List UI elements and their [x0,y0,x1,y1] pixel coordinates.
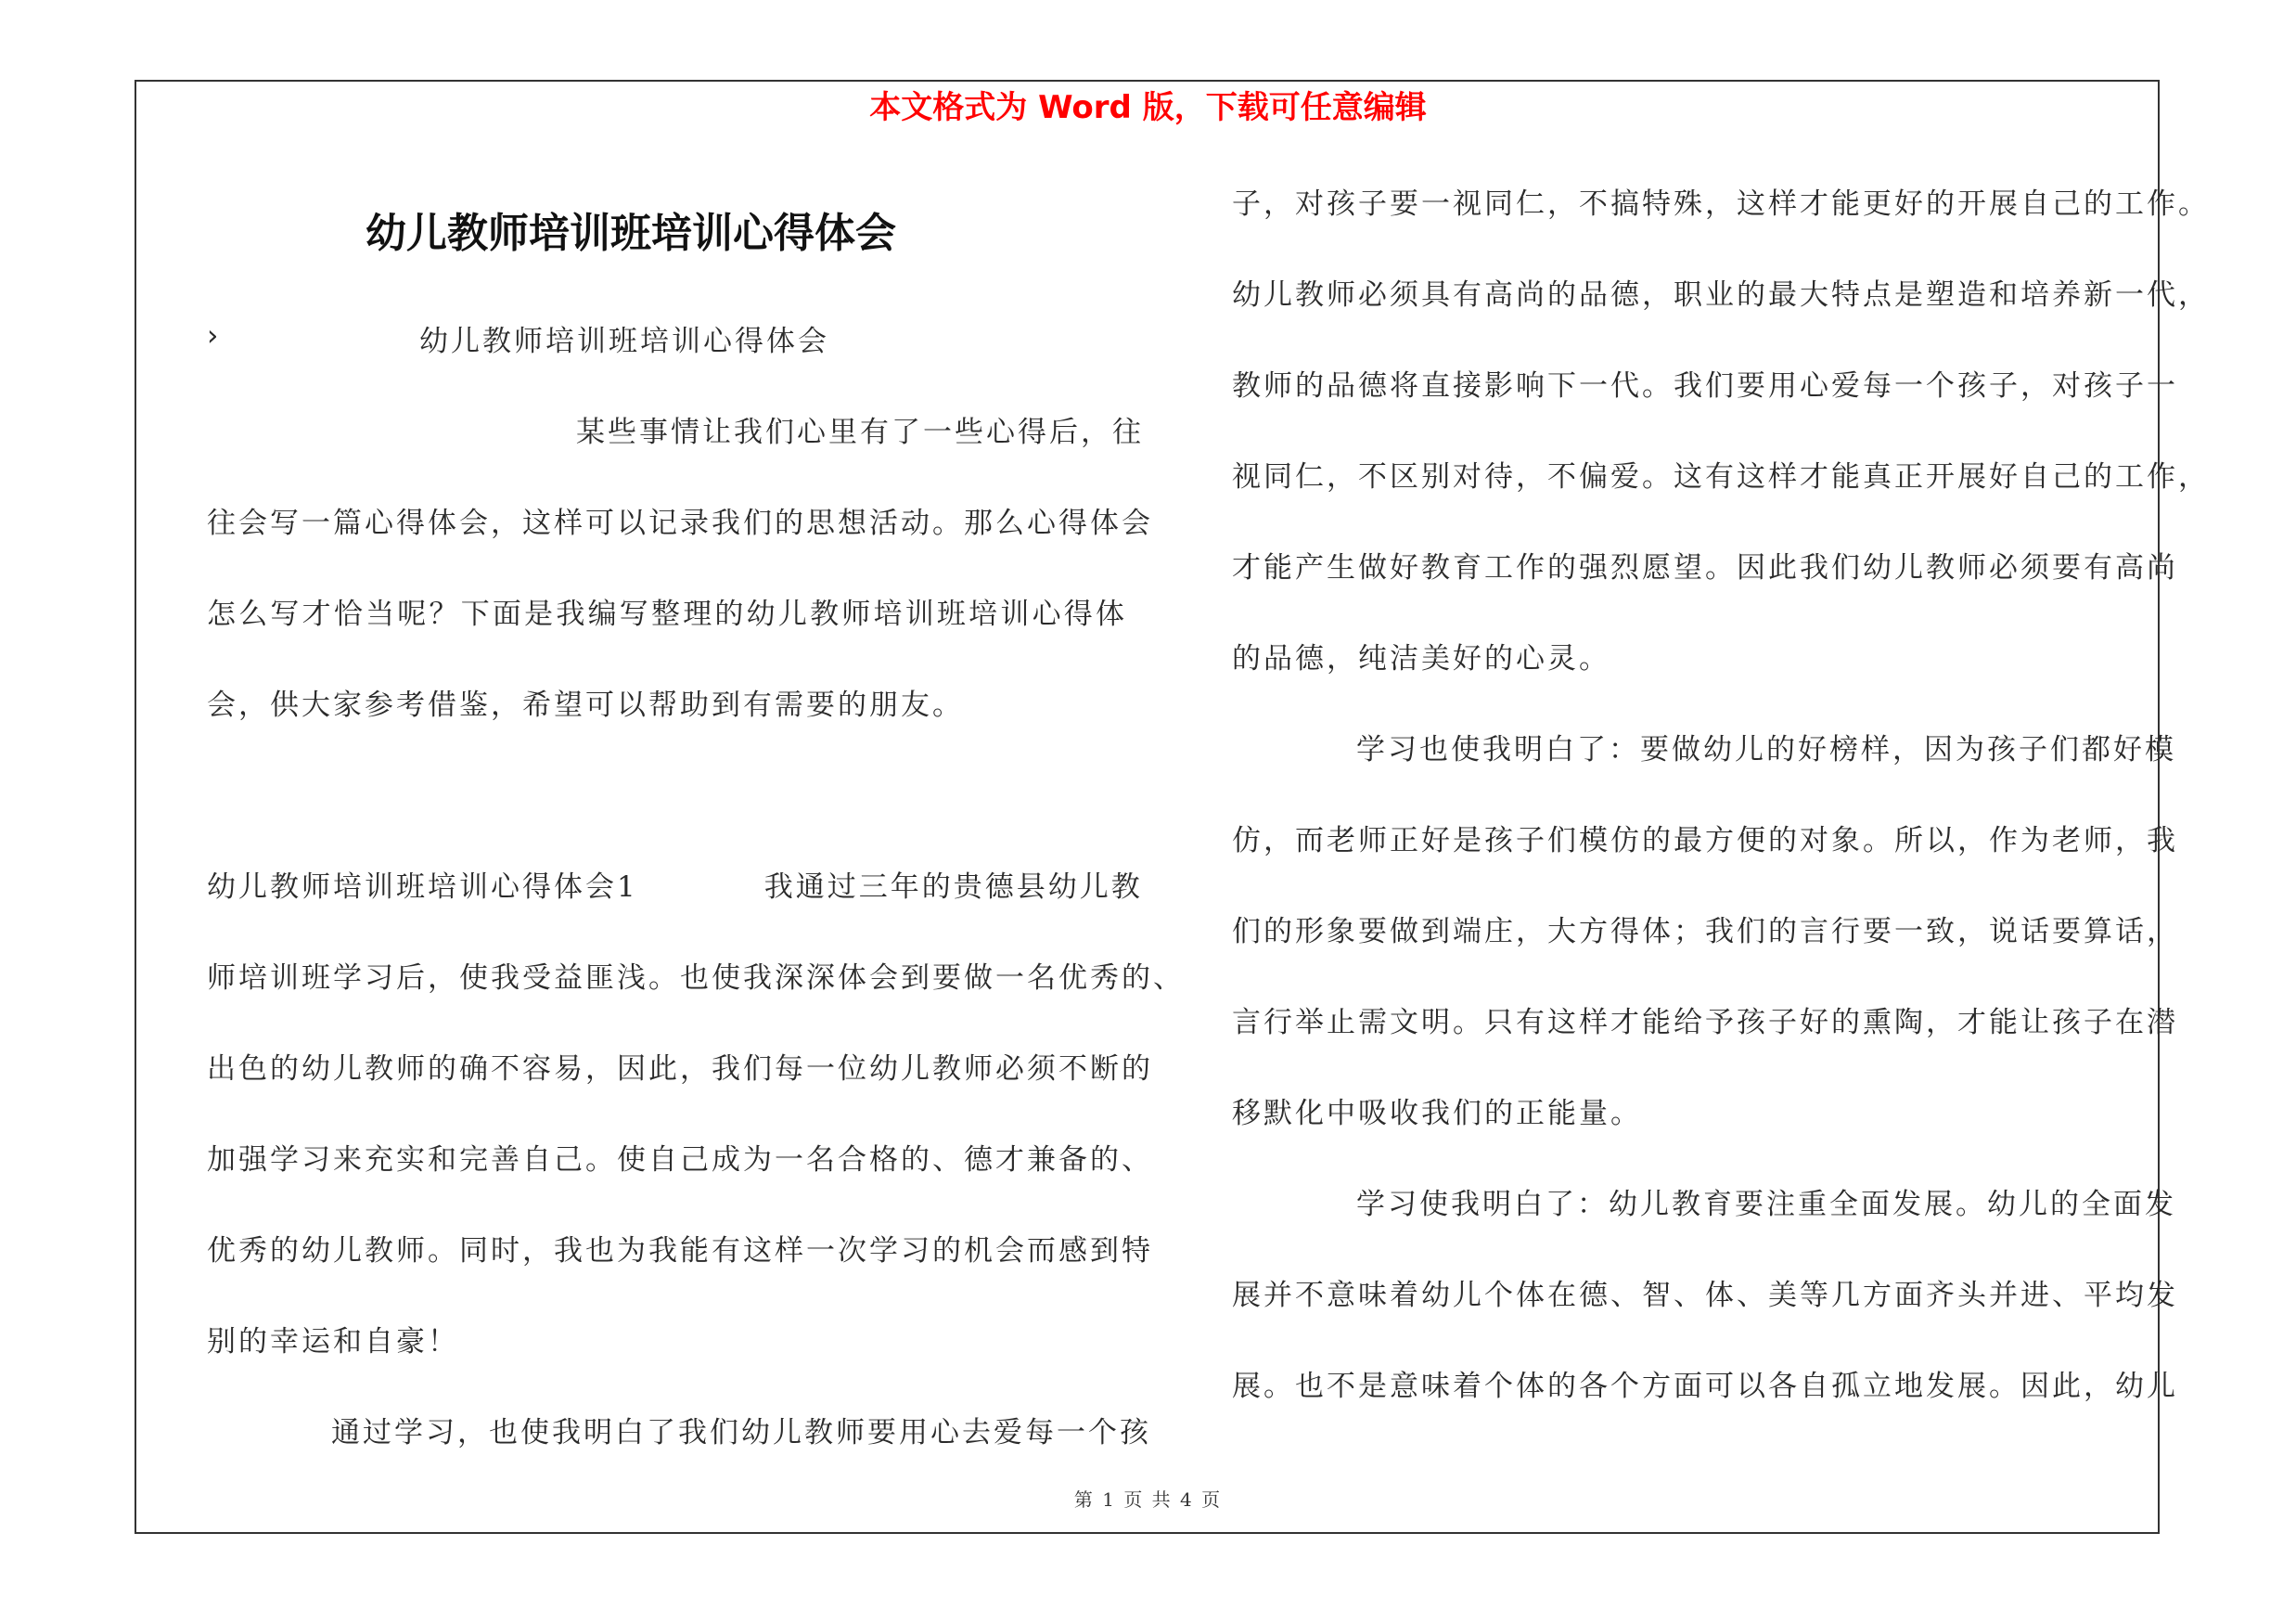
paragraph-line: 的品德，纯洁美好的心灵。 [1232,642,1610,676]
paragraph-line: 会，供大家参考借鉴，希望可以帮助到有需要的朋友。 [207,689,964,722]
format-notice-banner: 本文格式为 Word 版，下载可任意编辑 [869,89,1427,126]
paragraph-line: 子，对孩子要一视同仁，不搞特殊，这样才能更好的开展自己的工作。 [1232,187,2210,221]
paragraph-line: 往会写一篇心得体会，这样可以记录我们的思想活动。那么心得体会 [207,507,1153,540]
paragraph-line: 某些事情让我们心里有了一些心得后，往 [576,416,1144,449]
paragraph-line: 幼儿教师必须具有高尚的品德，职业的最大特点是塑造和培养新一代， [1232,278,2210,312]
paragraph-line: 出色的幼儿教师的确不容易，因此，我们每一位幼儿教师必须不断的 [207,1052,1153,1086]
paragraph-line: 教师的品德将直接影响下一代。我们要用心爱每一个孩子，对孩子一 [1232,369,2178,403]
paragraph-line: 言行举止需文明。只有这样才能给予孩子好的熏陶，才能让孩子在潜 [1232,1006,2178,1039]
paragraph-line: 怎么写才恰当呢？下面是我编写整理的幼儿教师培训班培训心得体 [207,598,1127,631]
section-heading-line: 幼儿教师培训班培训心得体会1 我通过三年的贵德县幼儿教 [207,870,1143,904]
paragraph-line: 学习使我明白了：幼儿教育要注重全面发展。幼儿的全面发 [1356,1188,2176,1221]
paragraph-line: 师培训班学习后，使我受益匪浅。也使我深深体会到要做一名优秀的、 [207,961,1185,995]
paragraph-line: 学习也使我明白了：要做幼儿的好榜样，因为孩子们都好模 [1356,733,2176,766]
paragraph-line: 展并不意味着幼儿个体在德、智、体、美等几方面齐头并进、平均发 [1232,1279,2178,1312]
paragraph-line: 视同仁，不区别对待，不偏爱。这有这样才能真正开展好自己的工作， [1232,460,2210,494]
paragraph-line: 加强学习来充实和完善自己。使自己成为一名合格的、德才兼备的、 [207,1143,1153,1177]
paragraph-line: 展。也不是意味着个体的各个方面可以各自孤立地发展。因此，幼儿 [1232,1370,2178,1403]
document-subtitle: 幼儿教师培训班培训心得体会 [419,325,829,358]
paragraph-line: 通过学习，也使我明白了我们幼儿教师要用心去爱每一个孩 [331,1416,1151,1449]
paragraph-line: 优秀的幼儿教师。同时，我也为我能有这样一次学习的机会而感到特 [207,1234,1153,1268]
paragraph-line: 移默化中吸收我们的正能量。 [1232,1097,1642,1130]
document-title: 幼儿教师培训班培训心得体会 [366,210,896,257]
caret-glyph: › [207,319,222,353]
paragraph-line: 才能产生做好教育工作的强烈愿望。因此我们幼儿教师必须要有高尚 [1232,551,2178,585]
paragraph-line: 仿，而老师正好是孩子们模仿的最方便的对象。所以，作为老师，我 [1232,824,2178,857]
page-number-footer: 第 1 页 共 4 页 [1073,1488,1223,1511]
paragraph-line: 别的幸运和自豪！ [207,1325,459,1359]
paragraph-line: 们的形象要做到端庄，大方得体；我们的言行要一致，说话要算话， [1232,915,2178,948]
